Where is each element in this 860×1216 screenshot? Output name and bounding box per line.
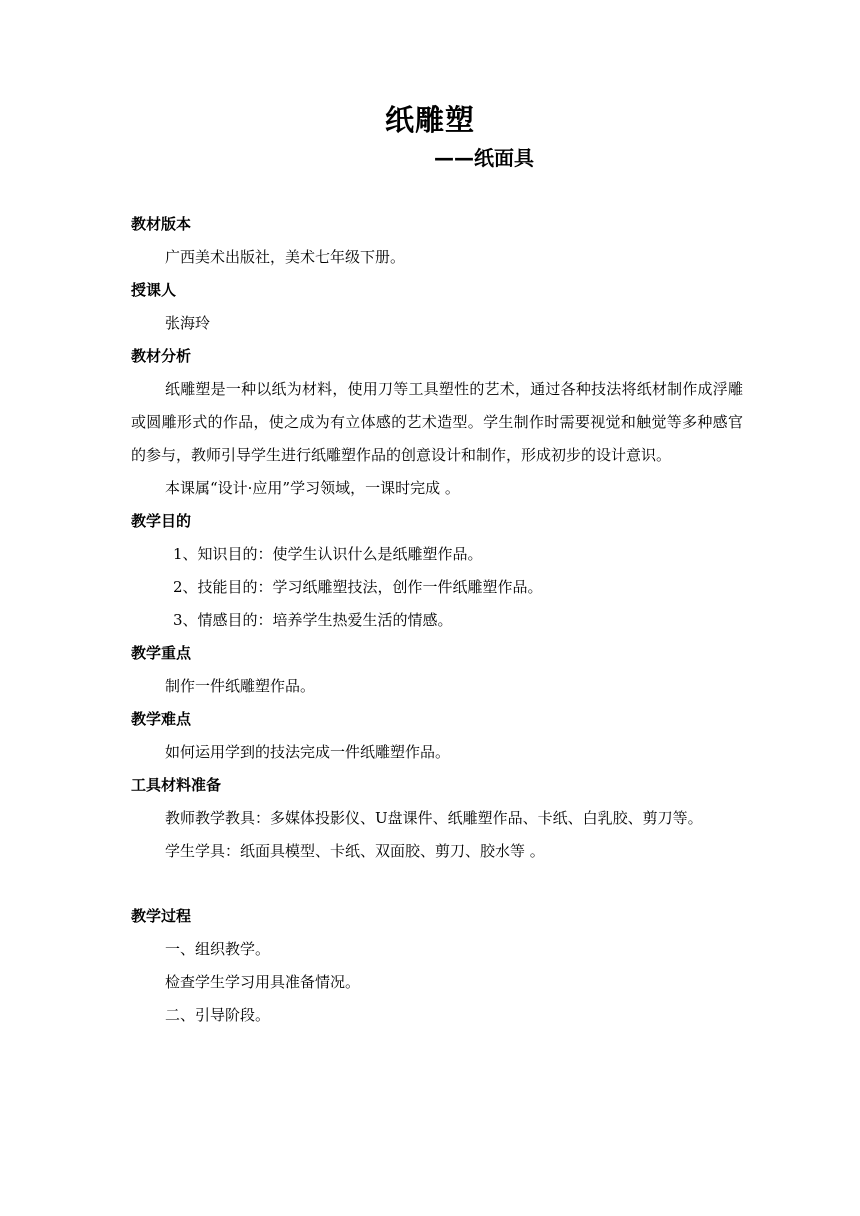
heading-difficulty: 教学难点 xyxy=(131,710,192,728)
key-point-text: 制作一件纸雕塑作品。 xyxy=(165,677,316,695)
document-body xyxy=(131,208,743,1032)
student-tools-text: 学生学具：纸面具模型、卡纸、双面胶、剪刀、胶水等 。 xyxy=(165,842,545,860)
heading-materials: 工具材料准备 xyxy=(131,776,222,794)
heading-goals: 教学目的 xyxy=(131,512,192,530)
teacher-tools-text: 教师教学教具：多媒体投影仪、U盘课件、纸雕塑作品、卡纸、白乳胶、剪刀等。 xyxy=(165,809,703,827)
heading-key-point: 教学重点 xyxy=(131,644,192,662)
blank-line xyxy=(131,868,743,900)
heading-edition: 教材版本 xyxy=(131,215,192,233)
goal-item: 3、情感目的：培养学生热爱生活的情感。 xyxy=(173,611,453,629)
difficulty-text: 如何运用学到的技法完成一件纸雕塑作品。 xyxy=(165,743,451,761)
analysis-paragraph-1: 纸雕塑是一种以纸为材料，使用刀等工具塑性的艺术，通过各种技法将纸材制作成浮雕或圆雕形式的作品，使之成为有立体感的艺术造型。学生制作时需要视觉和触觉等多种感官的参与，教师引导学生进行纸雕塑作品的创意设计和制作，形成初步的设计意识。 xyxy=(131,380,743,464)
goal-item: 2、技能目的：学习纸雕塑技法，创作一件纸雕塑作品。 xyxy=(173,578,543,596)
heading-teacher: 授课人 xyxy=(131,281,177,299)
goal-item: 1、知识目的：使学生认识什么是纸雕塑作品。 xyxy=(173,545,483,563)
heading-analysis: 教材分析 xyxy=(131,347,192,365)
document-title: 纸雕塑 xyxy=(384,103,475,137)
heading-process: 教学过程 xyxy=(131,907,192,925)
teacher-name: 张海玲 xyxy=(165,314,211,332)
process-step-1: 一、组织教学。 xyxy=(165,940,271,958)
edition-text: 广西美术出版社，美术七年级下册。 xyxy=(165,248,406,266)
analysis-paragraph-2: 本课属“设计·应用”学习领域，一课时完成 。 xyxy=(165,479,460,497)
document-subtitle: ——纸面具 xyxy=(434,146,534,170)
process-step-1-detail: 检查学生学习用具准备情况。 xyxy=(165,973,361,991)
process-step-2: 二、引导阶段。 xyxy=(165,1006,271,1024)
